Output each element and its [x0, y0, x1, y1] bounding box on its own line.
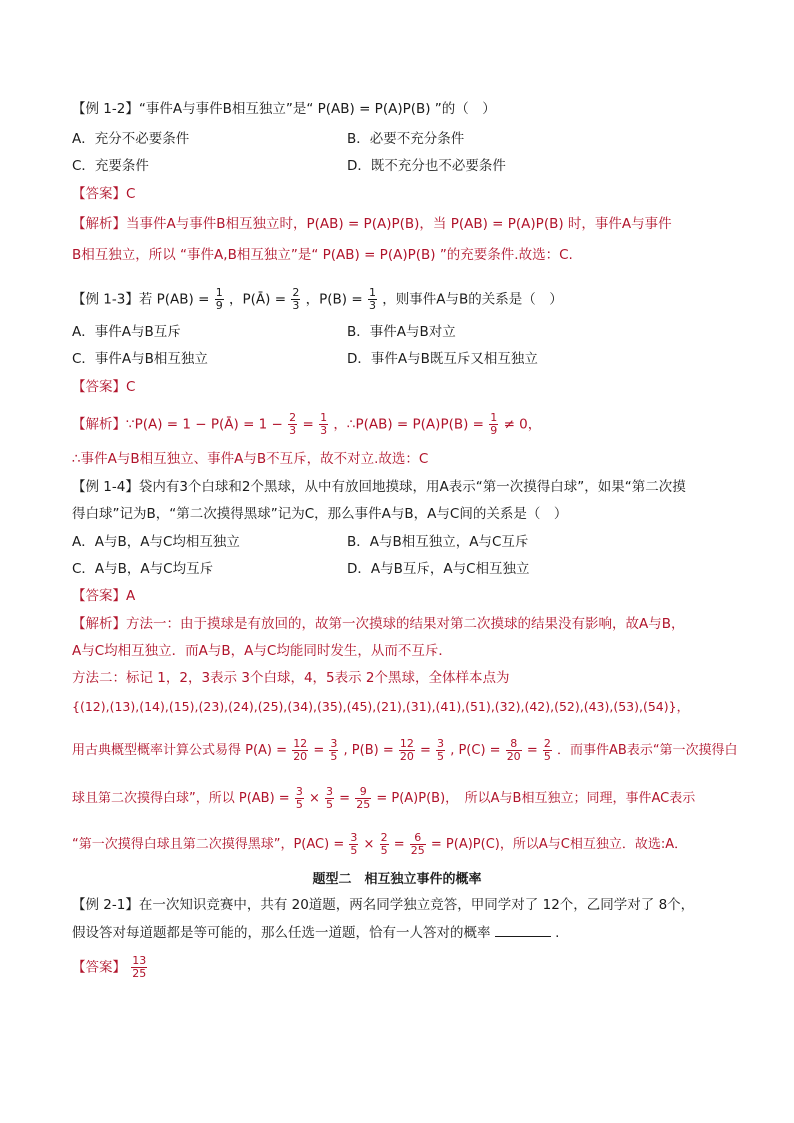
section-heading: 题型二 相互独立事件的概率 — [312, 872, 482, 887]
calc-suffix: ．而事件AB表示“第一次摸得白 — [557, 743, 738, 758]
calc-suffix: = P(A)P(B)， 所以A与B相互独立；同理，事件AC表示 — [376, 791, 696, 806]
calc-mid: , P(C) = — [450, 743, 501, 758]
calc-prefix: “第一次摸得白球且第二次摸得黑球”，P(AC) = — [72, 837, 345, 852]
ex13-question — [72, 287, 734, 312]
numerator: 3 — [295, 785, 303, 798]
calc-prefix: 用古典概型概率计算公式易得 P(A) = — [72, 743, 288, 758]
ex14-calc-line-3 — [72, 832, 734, 857]
ex14-analysis-3: 方法二：标记 1，2，3表示 3个白球，4，5表示 2个黑球，全体样本点为 — [72, 670, 510, 686]
times: × — [308, 791, 320, 806]
ex21-q2-text: 假设答对每道题都是等可能的，那么任选一道题，恰有一人答对的概率 — [72, 925, 491, 941]
denominator: 5 — [330, 750, 338, 763]
calc-mid: , P(B) = — [343, 743, 394, 758]
numerator: 13 — [132, 954, 147, 967]
denominator: 3 — [292, 299, 300, 312]
ex12-question: 【例 1-2】“事件A与事件B相互独立”是“ P(AB) = P(A)P(B) ”的（ ） — [72, 101, 496, 117]
ex14-analysis-2: A与C均相互独立．而A与B，A与C均能同时发生，从而不互斥． — [72, 643, 452, 659]
numerator: 9 — [355, 786, 371, 799]
denominator: 9 — [215, 299, 223, 312]
ex13-analysis-2: ∴事件A与B相互独立、事件A与B不互斥，故不对立.故选：C — [72, 451, 429, 467]
fraction — [291, 287, 300, 312]
ex12-option-a: A．充分不必要条件 — [72, 131, 190, 147]
numerator: 1 — [368, 286, 376, 299]
ex14-calc-line-1 — [72, 737, 738, 763]
ex14-option-b: B．A与B相互独立，A与C互斥 — [347, 534, 529, 550]
fraction — [292, 738, 308, 763]
denominator: 5 — [326, 798, 334, 811]
numerator: 1 — [490, 411, 498, 424]
ex12-option-d: D．既不充分也不必要条件 — [347, 158, 506, 174]
ex14-sample-space: {(12),(13),(14),(15),(23),(24),(25),(34),(35),(45),(21),(31),(41),(51),(32),(42),(52),(43),(53),(54)}， — [72, 699, 690, 714]
fraction — [349, 832, 358, 857]
numerator: 1 — [215, 286, 223, 299]
numerator: 3 — [330, 737, 338, 750]
equals: = — [393, 837, 405, 852]
ex14-option-c: C．A与B，A与C均互斥 — [72, 561, 214, 577]
numerator: 6 — [410, 832, 426, 845]
ex13-option-b: B．事件A与B对立 — [347, 324, 456, 340]
ex13-analysis-1 — [72, 412, 734, 437]
denominator: 20 — [506, 750, 521, 763]
numerator: 2 — [543, 737, 551, 750]
ex13-q-prefix: 【例 1-3】若 P(AB) = — [72, 291, 210, 308]
denominator: 5 — [437, 750, 445, 763]
denominator: 25 — [356, 798, 371, 811]
ex13-answer: 【答案】C — [72, 379, 136, 395]
fraction — [288, 412, 297, 437]
ex14-analysis-1: 【解析】方法一：由于摸球是有放回的，故第一次摸球的结果对第二次摸球的结果没有影响，故A与B， — [72, 616, 685, 632]
fraction — [319, 412, 328, 437]
denominator: 5 — [380, 844, 388, 857]
denominator: 20 — [399, 750, 414, 763]
ex14-calc-line-2 — [72, 786, 734, 811]
ex13-an-mid2: ，∴P(AB) = P(A)P(B) = — [333, 416, 484, 433]
fraction — [131, 955, 147, 980]
ex12-analysis-1: 【解析】当事件A与事件B相互独立时，P(AB) = P(A)P(B)，当 P(AB) = P(A)P(B) 时，事件A与事件 — [72, 216, 672, 232]
denominator: 9 — [490, 424, 498, 437]
ex12-analysis-2: B相互独立，所以 “事件A,B相互独立”是“ P(AB) = P(A)P(B) ”的充要条件.故选：C. — [72, 247, 573, 263]
ex13-option-d: D．事件A与B既互斥又相互独立 — [347, 351, 538, 367]
fraction — [329, 738, 338, 763]
ex21-answer — [72, 955, 734, 980]
fraction — [355, 786, 371, 811]
numerator: 2 — [292, 286, 300, 299]
equals: = — [420, 743, 431, 758]
ex13-an-suffix: ≠ 0， — [503, 416, 542, 433]
calc-prefix: 球且第二次摸得白球”，所以 P(AB) = — [72, 791, 290, 806]
fraction — [295, 786, 304, 811]
fraction — [506, 738, 522, 763]
answer-blank[interactable] — [495, 924, 551, 937]
times: × — [363, 837, 375, 852]
fraction — [436, 738, 445, 763]
ex13-an-prefix: 【解析】∵P(A) = 1 − P(Ā) = 1 − — [72, 416, 283, 433]
ex12-option-c: C．充要条件 — [72, 158, 149, 174]
equals: = — [526, 743, 538, 758]
denominator: 3 — [289, 424, 297, 437]
fraction — [489, 412, 498, 437]
ex13-an-mid1: = — [302, 416, 314, 433]
ex14-option-a: A．A与B，A与C均相互独立 — [72, 534, 240, 550]
fraction — [215, 287, 224, 312]
equals: = — [339, 791, 351, 806]
numerator: 3 — [350, 831, 358, 844]
ex13-option-c: C．事件A与B相互独立 — [72, 351, 208, 367]
denominator: 5 — [295, 798, 303, 811]
numerator: 8 — [506, 738, 522, 751]
ex14-question-1: 【例 1-4】袋内有3个白球和2个黑球，从中有放回地摸球，用A表示“第一次摸得白球”，如果“第二次摸 — [72, 479, 686, 495]
denominator: 20 — [293, 750, 308, 763]
denominator: 25 — [132, 967, 147, 980]
ex13-q-mid2: ，P(B) = — [305, 291, 363, 308]
denominator: 5 — [543, 750, 551, 763]
denominator: 25 — [410, 844, 425, 857]
ex13-q-suffix: ，则事件A与B的关系是（ ） — [382, 291, 563, 308]
ex14-option-d: D．A与B互斥，A与C相互独立 — [347, 561, 530, 577]
ex14-question-2: 得白球”记为B，“第二次摸得黑球”记为C，那么事件A与B，A与C间的关系是（ ） — [72, 506, 568, 522]
numerator: 2 — [380, 831, 388, 844]
numerator: 3 — [437, 737, 445, 750]
ex21-question-1: 【例 2-1】在一次知识竞赛中，共有 20道题，两名同学独立竞答，甲同学对了 12个，乙同学对了 8个， — [72, 897, 695, 913]
denominator: 3 — [368, 299, 376, 312]
ex21-answer-label: 【答案】 — [72, 959, 126, 976]
ex14-answer: 【答案】A — [72, 588, 136, 604]
ex13-q-mid1: ，P(Ā) = — [229, 291, 287, 308]
denominator: 5 — [350, 844, 358, 857]
fraction — [325, 786, 334, 811]
fraction — [410, 832, 426, 857]
numerator: 12 — [293, 737, 308, 750]
denominator: 3 — [320, 424, 328, 437]
fraction — [368, 287, 377, 312]
numerator: 3 — [326, 785, 334, 798]
calc-suffix: = P(A)P(C)，所以A与C相互独立．故选:A． — [430, 837, 688, 852]
ex12-option-b: B．必要不充分条件 — [347, 131, 465, 147]
ex13-option-a: A．事件A与B互斥 — [72, 324, 181, 340]
fraction — [543, 738, 552, 763]
equals: = — [313, 743, 325, 758]
fraction — [380, 832, 389, 857]
ex21-question-2 — [72, 924, 734, 942]
fraction — [399, 738, 415, 763]
numerator: 1 — [320, 411, 328, 424]
numerator: 12 — [399, 737, 414, 750]
ex21-q2-end: . — [555, 925, 560, 941]
numerator: 2 — [289, 411, 297, 424]
ex12-answer: 【答案】C — [72, 186, 136, 202]
